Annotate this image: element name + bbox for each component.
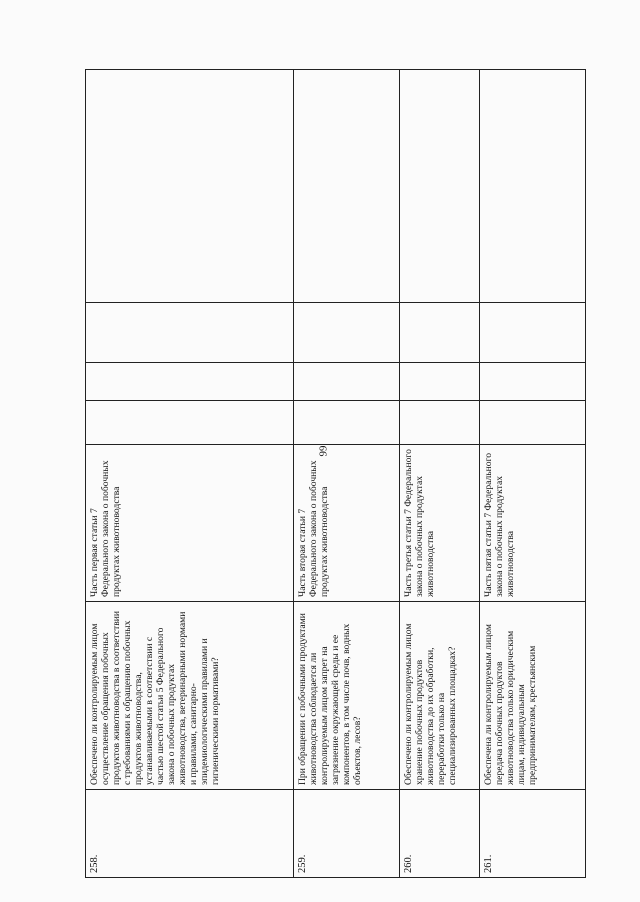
note-cell	[294, 70, 400, 303]
row-number: 261.	[480, 790, 586, 878]
answer-yes-cell	[294, 401, 400, 445]
row-number: 259.	[294, 790, 400, 878]
law-reference-cell: Часть пятая статьи 7 Федерального закона о побочных продуктах животноводства	[480, 445, 586, 602]
not-applicable-cell	[480, 303, 586, 363]
note-cell	[400, 70, 480, 303]
table-row	[294, 70, 400, 878]
answer-no-cell	[294, 363, 400, 401]
law-reference-cell: Часть первая статьи 7 Федерального закона о побочных продуктах животноводства	[86, 445, 294, 602]
table-row	[400, 70, 480, 878]
question-cell: Обеспечено ли контролируемым лицом осуществление обращения побочных продуктов животноводства в соответствии с требованиями к обращению побочных продуктов животноводства, устанавливаемыми в соответствии с частью шестой статьи 5 Федерального закона о побочных продуктах животноводства, ветеринарными нормами и правилами, санитарно-эпидемиологическими правилами и гигиеническими нормативами?	[86, 602, 294, 790]
row-number: 260.	[400, 790, 480, 878]
answer-no-cell	[400, 363, 480, 401]
question-cell: При обращении с побочными продуктами животноводства соблюдается ли контролируемым лицом запрет на загрязнение окружающей среды и ее компонентов, в том числе почв, водных объектов, лесов?	[294, 602, 400, 790]
answer-no-cell	[86, 363, 294, 401]
question-cell: Обеспечена ли контролируемым лицом передача побочных продуктов животноводства только юридическим лицам, индивидуальным предпринимателям, крестьянским	[480, 602, 586, 790]
answer-no-cell	[480, 363, 586, 401]
law-reference-cell: Часть вторая статьи 7 Федерального закона о побочных продуктах животноводства	[294, 445, 400, 602]
page-number: 99	[317, 445, 330, 457]
answer-yes-cell	[400, 401, 480, 445]
note-cell	[480, 70, 586, 303]
table-row	[480, 70, 586, 878]
answer-yes-cell	[86, 401, 294, 445]
row-number: 258.	[86, 790, 294, 878]
not-applicable-cell	[86, 303, 294, 363]
answer-yes-cell	[480, 401, 586, 445]
not-applicable-cell	[294, 303, 400, 363]
table-row	[86, 70, 294, 878]
checklist-table	[85, 69, 586, 878]
not-applicable-cell	[400, 303, 480, 363]
rotated-table-wrapper	[85, 70, 585, 878]
question-cell: Обеспечено ли контролируемым лицом хранение побочных продуктов животноводства до их обработки, переработки только на специализированных площадках?	[400, 602, 480, 790]
law-reference-cell: Часть третья статьи 7 Федерального закона о побочных продуктах животноводства	[400, 445, 480, 602]
note-cell	[86, 70, 294, 303]
